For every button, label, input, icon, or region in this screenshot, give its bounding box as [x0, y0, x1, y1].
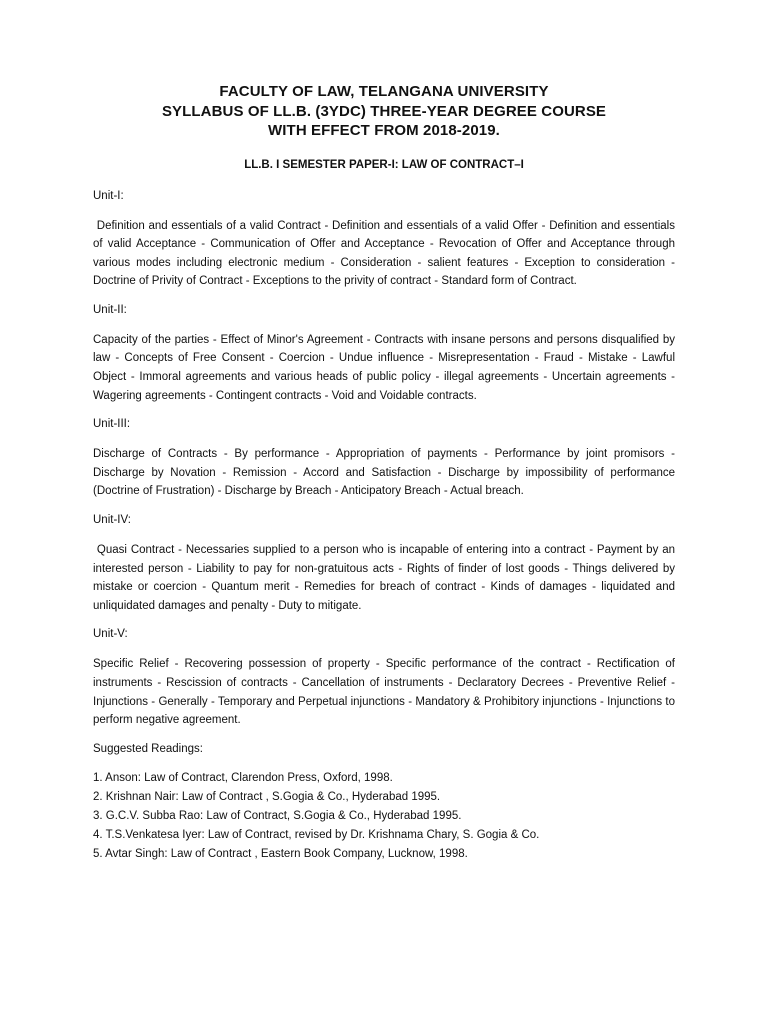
unit-text: Quasi Contract - Necessaries supplied to a person who is incapable of entering into a contract - Payment by an interested person - Liability to pay for non-gratuitous acts - Rights of finder of lost goods - Things delivered by mistake or coercion - Quantum merit - Remedies for breach of contract - Kinds of damages - liquidated and unliquidated damages and penalty - Duty to mitigate.	[93, 544, 679, 612]
unit-label: Unit-II:	[93, 303, 127, 316]
header-line-syllabus: SYLLABUS OF LL.B. (3YDC) THREE-YEAR DEGREE COURSE	[161, 102, 607, 120]
list-item: 2. Krishnan Nair: Law of Contract , S.Gogia & Co., Hyderabad 1995.	[93, 790, 441, 803]
list-item: 3. G.C.V. Subba Rao: Law of Contract, S.Gogia & Co., Hyderabad 1995.	[93, 809, 462, 822]
unit-label: Unit-III:	[93, 418, 131, 431]
unit-text: Specific Relief - Recovering possession of property - Specific performance of the contract - Rectification of instruments - Rescission of contracts - Cancellation of instruments - Declaratory Decrees - Preventive Relief - Injunctions - Generally - Temporary and Perpetual injunctions - Mandatory & Prohibitory injunctions - Injunctions to perform negative agreement.	[93, 658, 675, 727]
list-item: 1. Anson: Law of Contract, Clarendon Press, Oxford, 1998.	[93, 771, 393, 784]
unit-label: Unit-V:	[93, 628, 128, 641]
unit-text: Capacity of the parties - Effect of Minor's Agreement - Contracts with insane persons and persons disqualified by law - Concepts of Free Consent - Coercion - Undue influence - Misrepresentation - Fraud - Mistake - Lawful Object - Immoral agreements and various heads of public policy - illegal agreements - Uncertain agreements - Wagering agreements - Contingent contracts - Void and Voidable contracts.	[93, 333, 675, 402]
list-item: 4. T.S.Venkatesa Iyer: Law of Contract, revised by Dr. Krishnama Chary, S. Gogia & Co.	[93, 828, 540, 841]
header-line-faculty: FACULTY OF LAW, TELANGANA UNIVERSITY	[219, 83, 549, 100]
unit-text: Definition and essentials of a valid Contract - Definition and essentials of a valid Offer - Definition and essentials of valid Acceptance - Communication of Offer and Acceptance - Revocation of Offer and Acceptance through various modes including electronic medium - Consideration - salient features - Exception to consideration - Doctrine of Privity of Contract - Exceptions to the privity of contract - Standard form of Contract.	[93, 219, 679, 288]
header-line-effect: WITH EFFECT FROM 2018-2019.	[268, 122, 500, 139]
unit-text: Discharge of Contracts - By performance - Appropriation of payments - Performance by joint promisors - Discharge by Novation - Remission - Accord and Satisfaction - Discharge by impossibility of performance (Doctrine of Frustration) - Discharge by Breach - Anticipatory Breach - Actual breach.	[93, 448, 675, 498]
suggested-readings-list	[93, 769, 675, 864]
suggested-readings-label: Suggested Readings:	[93, 742, 203, 755]
paper-title: LL.B. I SEMESTER PAPER-I: LAW OF CONTRACT–I	[244, 158, 524, 171]
document-header	[93, 82, 675, 141]
unit-label: Unit-I:	[93, 189, 124, 202]
unit-label: Unit-IV:	[93, 514, 131, 527]
list-item: 5. Avtar Singh: Law of Contract , Eastern Book Company, Lucknow, 1998.	[93, 847, 468, 860]
